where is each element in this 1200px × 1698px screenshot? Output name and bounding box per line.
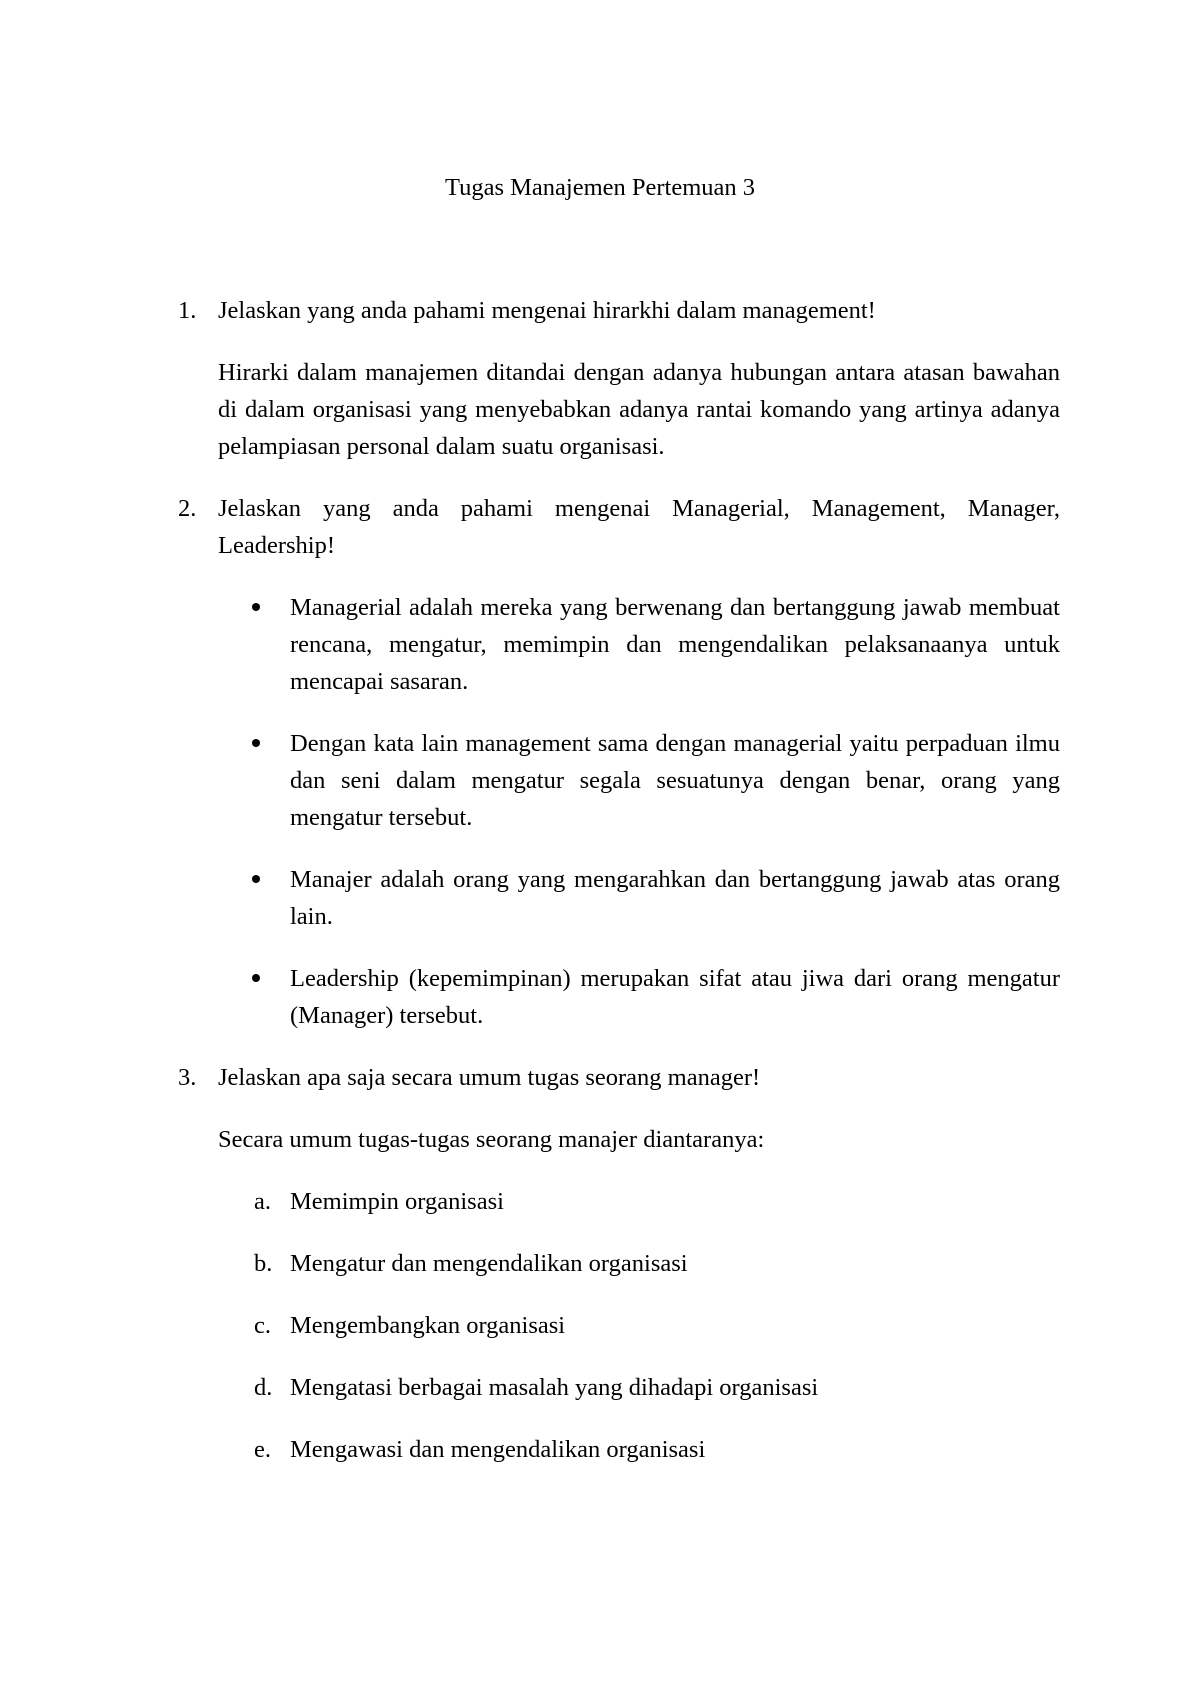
- bullet-item: [290, 589, 1060, 700]
- bullet-item: [290, 725, 1060, 836]
- list-item-text: Mengatur dan mengendalikan organisasi: [290, 1250, 688, 1277]
- answer-paragraph: Hirarki dalam manajemen ditandai dengan adanya hubungan antara atasan bawahan di dalam organisasi yang menyebabkan adanya rantai komando yang artinya adanya pelampiasan personal dalam suatu organisasi.: [218, 359, 1060, 460]
- bullet-item: [290, 960, 1060, 1034]
- bullet-dot-icon: [252, 875, 260, 883]
- question-number: 1.: [178, 297, 197, 324]
- question-number: 3.: [178, 1064, 197, 1091]
- lettered-list: [0, 1183, 1200, 1468]
- list-item-label: b.: [254, 1250, 273, 1277]
- question-1: [0, 292, 1200, 329]
- bullet-dot-icon: [252, 603, 260, 611]
- list-item-label: e.: [254, 1436, 271, 1463]
- question-text: Jelaskan yang anda pahami mengenai hirarkhi dalam management!: [218, 297, 876, 324]
- list-item: [254, 1369, 1060, 1406]
- list-item: [254, 1183, 1060, 1220]
- bullet-text: Manajer adalah orang yang mengarahkan dan bertanggung jawab atas orang lain.: [290, 866, 1060, 930]
- list-item: [254, 1307, 1060, 1344]
- list-item-text: Memimpin organisasi: [290, 1188, 504, 1215]
- document-title: Tugas Manajemen Pertemuan 3: [444, 174, 756, 201]
- list-item-label: c.: [254, 1312, 271, 1339]
- list-item-label: d.: [254, 1374, 273, 1401]
- question-text: Jelaskan apa saja secara umum tugas seorang manager!: [218, 1064, 761, 1091]
- bullet-dot-icon: [252, 739, 260, 747]
- list-item-label: a.: [254, 1188, 271, 1215]
- bullet-text: Leadership (kepemimpinan) merupakan sifat atau jiwa dari orang mengatur (Manager) tersebut.: [290, 965, 1060, 1029]
- question-2: [0, 490, 1200, 564]
- question-text: Jelaskan yang anda pahami mengenai Managerial, Management, Manager, Leadership!: [218, 495, 1060, 559]
- list-item-text: Mengatasi berbagai masalah yang dihadapi organisasi: [290, 1374, 819, 1401]
- list-item: [254, 1245, 1060, 1282]
- list-item-text: Mengawasi dan mengendalikan organisasi: [290, 1436, 706, 1463]
- bullet-text: Managerial adalah mereka yang berwenang dan bertanggung jawab membuat rencana, mengatur, memimpin dan mengendalikan pelaksanaanya untuk mencapai sasaran.: [290, 594, 1060, 695]
- bullet-list: [0, 589, 1200, 1034]
- bullet-text: Dengan kata lain management sama dengan managerial yaitu perpaduan ilmu dan seni dalam mengatur segala sesuatunya dengan benar, orang yang mengatur tersebut.: [290, 730, 1060, 831]
- bullet-dot-icon: [252, 974, 260, 982]
- list-item-text: Mengembangkan organisasi: [290, 1312, 566, 1339]
- answer-intro: Secara umum tugas-tugas seorang manajer diantaranya:: [218, 1126, 765, 1153]
- question-number: 2.: [178, 495, 197, 522]
- bullet-item: [290, 861, 1060, 935]
- question-3: [0, 1059, 1200, 1096]
- list-item: [254, 1431, 1060, 1468]
- document-body: [0, 292, 1200, 1468]
